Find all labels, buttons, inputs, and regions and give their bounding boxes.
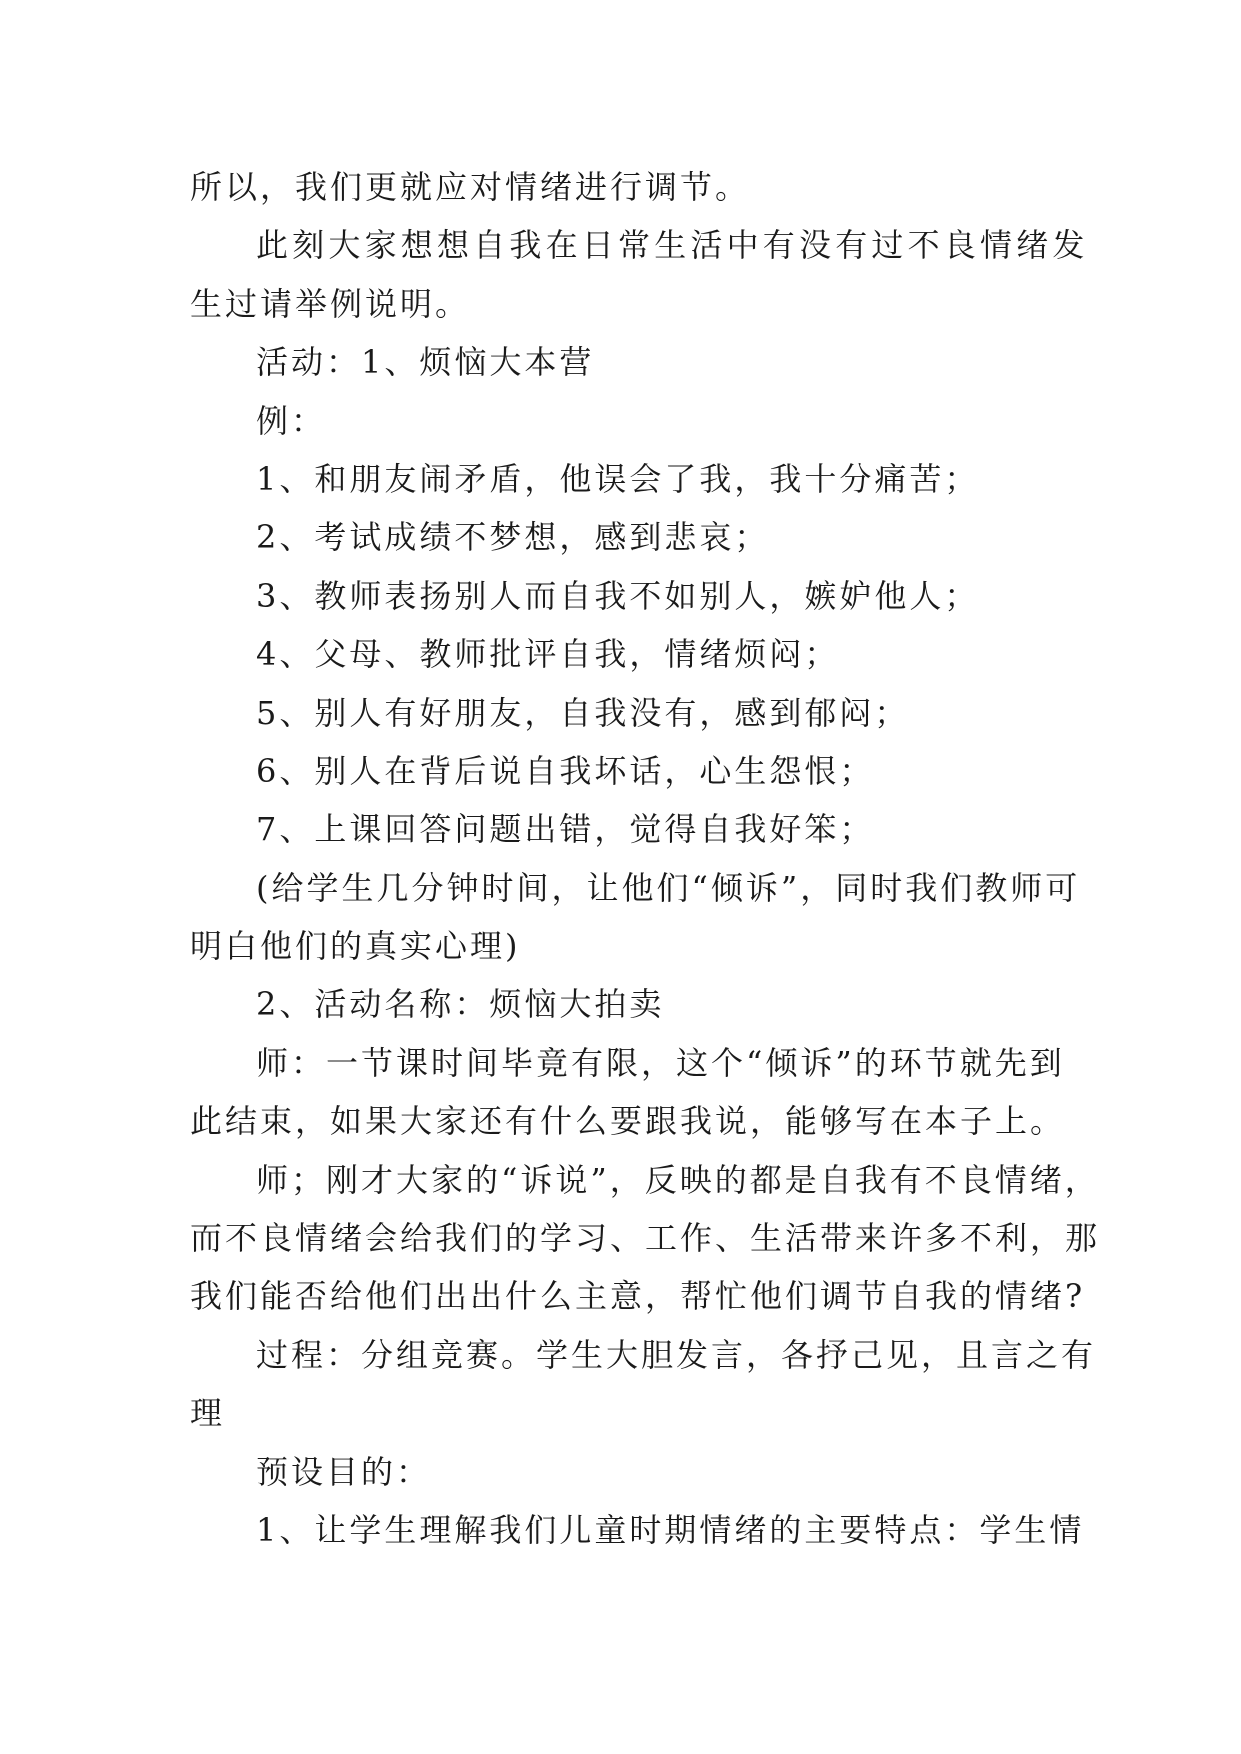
text-line: 4、父母、教师批评自我，情绪烦闷； — [256, 635, 840, 674]
text-line: 生过请举例说明。 — [190, 284, 471, 323]
text-line: 6、别人在背后说自我坏话，心生怨恨； — [256, 751, 875, 790]
text-line: 明白他们的真实心理) — [190, 927, 521, 966]
text-line: 所以，我们更就应对情绪进行调节。 — [190, 168, 751, 206]
text-line: 1、和朋友闹矛盾，他误会了我，我十分痛苦； — [256, 459, 980, 498]
text-line: 此刻大家想想自我在日常生活中有没有过不良情绪发 — [256, 226, 1089, 265]
text-line: 此结束，如果大家还有什么要跟我说，能够写在本子上。 — [190, 1102, 1066, 1141]
text-line: 理 — [190, 1394, 226, 1433]
text-line: 5、别人有好朋友，自我没有，感到郁闷； — [256, 693, 910, 732]
text-line: 过程：分组竞赛。学生大胆发言，各抒己见，且言之有 — [256, 1335, 1097, 1374]
text-line: 师：一节课时间毕竟有限，这个“倾诉”的环节就先到 — [256, 1043, 1065, 1082]
text-line: 活动：1、烦恼大本营 — [256, 343, 595, 382]
text-line: 3、教师表扬别人而自我不如别人，嫉妒他人； — [256, 576, 980, 615]
text-line: 我们能否给他们出出什么主意，帮忙他们调节自我的情绪? — [190, 1277, 1086, 1316]
text-line: 而不良情绪会给我们的学习、工作、生活带来许多不利，那 — [190, 1219, 1101, 1258]
text-line: 2、考试成绩不梦想，感到悲哀； — [256, 518, 770, 557]
text-line: 例： — [256, 401, 327, 440]
text-line: 2、活动名称：烦恼大拍卖 — [256, 985, 665, 1024]
text-line: 7、上课回答问题出错，觉得自我好笨； — [256, 810, 875, 849]
text-line: 师；刚才大家的“诉说”，反映的都是自我有不良情绪， — [256, 1160, 1100, 1199]
text-line: (给学生几分钟时间，让他们“倾诉”，同时我们教师可 — [256, 868, 1081, 907]
text-line: 1、让学生理解我们儿童时期情绪的主要特点：学生情 — [256, 1510, 1085, 1549]
document-body — [190, 158, 1101, 1559]
text-line: 预设目的： — [256, 1452, 432, 1491]
